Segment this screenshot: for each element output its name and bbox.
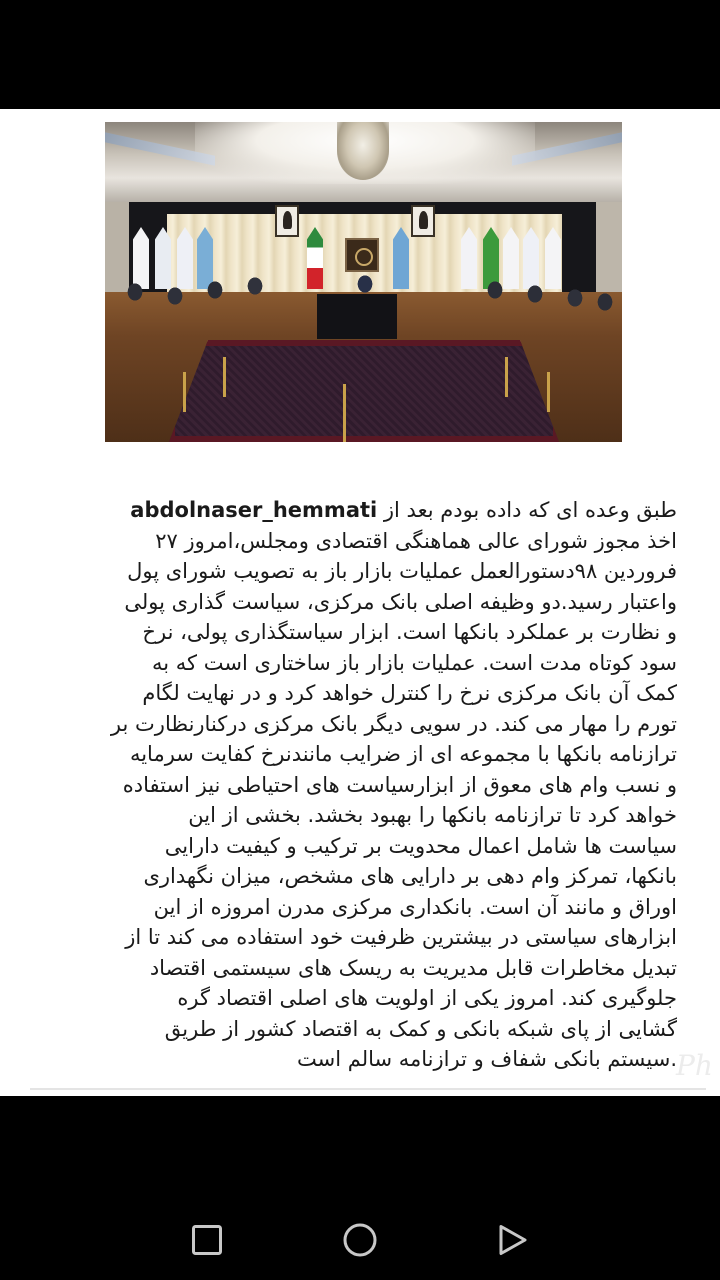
caption-line: ترازنامه بانکها با مجموعه ای از ضرایب مانندنرخ کفایت سرمایه bbox=[129, 742, 677, 766]
caption-line: تبدیل مخاطرات قابل مدیریت به ریسک های سیستمی اقتصاد bbox=[149, 955, 677, 980]
photo-rope-post bbox=[223, 357, 226, 397]
caption-line: ابزارهای سیاستی در بیشترین ظرفیت خود استفاده می کند تا از bbox=[125, 925, 677, 949]
watermark: Ph bbox=[676, 1049, 713, 1082]
photo-emblem bbox=[345, 238, 379, 272]
meeting-photo bbox=[105, 122, 622, 442]
caption-line: سیاست ها شامل اعمال محدویت بر ترکیب و کیفیت دارایی bbox=[164, 833, 677, 858]
divider bbox=[30, 1088, 706, 1090]
recents-button[interactable] bbox=[187, 1220, 227, 1260]
photo-desk-center bbox=[317, 294, 397, 339]
square-icon bbox=[192, 1225, 222, 1255]
caption-line: تورم را مهار می کند. در سویی دیگر بانک مرکزی درکنارنظارت بر bbox=[110, 711, 677, 736]
caption-line: و نسب وام های معوق از ابزارسیاست های احتیاطی نیز استفاده bbox=[122, 772, 677, 797]
caption-line: طبق وعده ای که داده بودم بعد از abdolnaser_hemmati bbox=[130, 498, 677, 522]
photo-portrait bbox=[411, 205, 435, 237]
caption-line: خواهد کرد تا ترازنامه بانکها را بهبود بخشد. بخشی از این bbox=[188, 803, 677, 827]
caption-line: .سیستم بانکی شفاف و ترازنامه سالم است bbox=[297, 1047, 677, 1071]
triangle-icon bbox=[498, 1224, 528, 1256]
caption-line: فروردین ۹۸دستورالعمل عملیات بازار باز به تصویب شورای پول bbox=[127, 559, 677, 583]
back-button[interactable] bbox=[493, 1220, 533, 1260]
photo-rope-post bbox=[343, 384, 346, 442]
caption-line: اوراق و مانند آن است. بانکداری مرکزی مدرن امروزه از این bbox=[153, 894, 677, 919]
photo-chandelier bbox=[337, 122, 389, 180]
caption-line: جلوگیری کند. امروز یکی از اولویت های اصلی اقتصاد گره bbox=[177, 986, 677, 1010]
photo-carpet-border bbox=[169, 340, 559, 442]
image-viewer[interactable] bbox=[0, 109, 720, 1096]
home-button[interactable] bbox=[340, 1220, 380, 1260]
photo-rope-post bbox=[183, 372, 186, 412]
top-black-area bbox=[0, 0, 720, 109]
caption-username: abdolnaser_hemmati bbox=[130, 498, 378, 522]
photo-rope-post bbox=[505, 357, 508, 397]
post-caption bbox=[57, 495, 677, 1075]
caption-line: گشایی از پای شبکه بانکی و کمک به اقتصاد کشور از طریق bbox=[164, 1016, 677, 1041]
caption-line: بانکها، تمرکز وام دهی بر دارایی های مشخص، میزان نگهداری bbox=[143, 864, 677, 888]
caption-line: اخذ مجوز شورای عالی هماهنگی اقتصادی ومجلس،امروز ۲۷ bbox=[155, 528, 677, 553]
photo-rope-post bbox=[547, 372, 550, 412]
caption-line: واعتبار رسید.دو وظیفه اصلی بانک مرکزی، سیاست گذاری پولی bbox=[124, 589, 677, 614]
caption-line: و نظارت بر عملکرد بانکها است. ابزار سیاستگذاری پولی، نرخ bbox=[142, 620, 677, 644]
photo-portrait bbox=[275, 205, 299, 237]
system-nav-bar bbox=[0, 1096, 720, 1280]
caption-line: سود کوتاه مدت است. عملیات بازار باز ساختاری است که به bbox=[152, 650, 677, 675]
circle-icon bbox=[343, 1223, 377, 1257]
caption-line: کمک آن بانک مرکزی نرخ را کنترل خواهد کرد و در نهایت لگام bbox=[142, 681, 677, 705]
